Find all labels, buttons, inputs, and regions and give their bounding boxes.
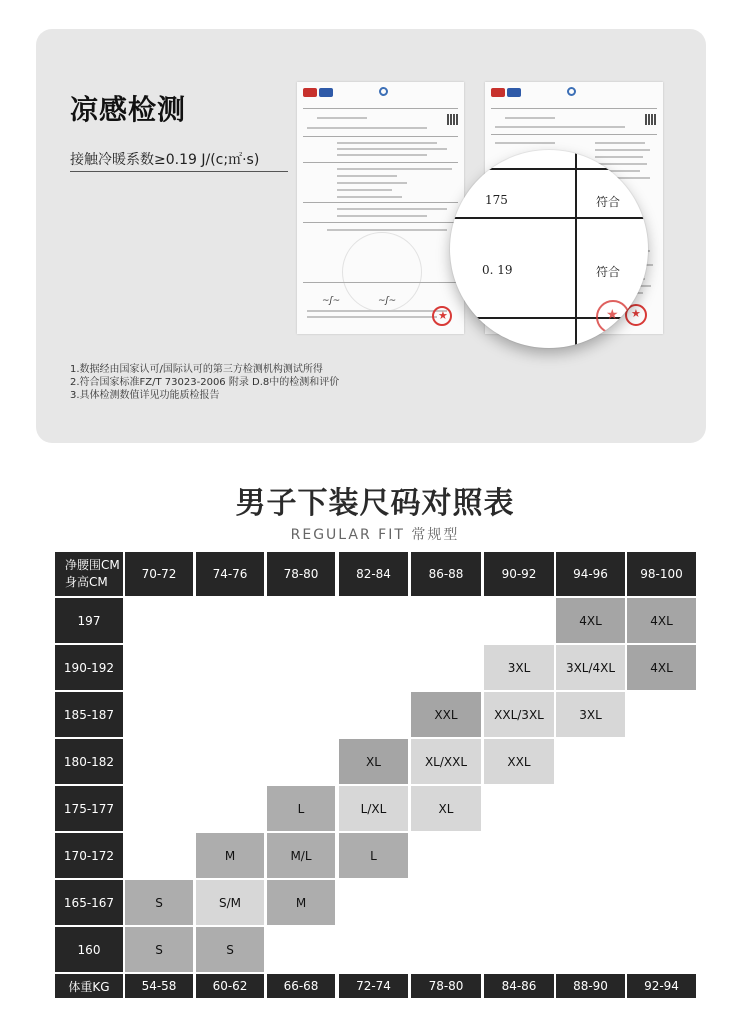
note-item: 1.数据经由国家认可/国际认可的第三方检测机构测试所得 bbox=[70, 364, 323, 375]
note-item: 2.符合国家标准FZ/T 73023-2006 附录 D.8中的检测和评价 bbox=[70, 377, 340, 388]
height-header-cell: 197 bbox=[55, 598, 123, 643]
magnified-result-lens bbox=[450, 150, 648, 348]
weight-axis-label: 体重KG bbox=[55, 974, 123, 998]
report-header bbox=[303, 88, 458, 104]
height-header-cell: 190-192 bbox=[55, 645, 123, 690]
weight-footer-cell: 88-90 bbox=[556, 974, 625, 998]
size-cell: 4XL bbox=[556, 598, 625, 643]
qr-code-icon bbox=[645, 114, 656, 125]
size-chart-corner-header bbox=[55, 552, 123, 596]
height-header-cell: 165-167 bbox=[55, 880, 123, 925]
height-header-cell: 160 bbox=[55, 927, 123, 972]
size-cell: L bbox=[339, 833, 408, 878]
magnified-value-2: 0. 19 bbox=[482, 263, 513, 277]
size-cell: M/L bbox=[267, 833, 335, 878]
uts-logo-icon bbox=[379, 87, 388, 96]
waist-header-cell: 86-88 bbox=[411, 552, 481, 596]
size-cell: XXL bbox=[411, 692, 481, 737]
size-cell: 4XL bbox=[627, 645, 696, 690]
magnified-value-1: 175 bbox=[485, 193, 508, 207]
red-seal-icon bbox=[432, 306, 452, 326]
size-cell: M bbox=[196, 833, 264, 878]
weight-footer-cell: 66-68 bbox=[267, 974, 335, 998]
spec-underline bbox=[70, 171, 288, 172]
uts-logo-icon bbox=[567, 87, 576, 96]
waist-header-cell: 82-84 bbox=[339, 552, 408, 596]
waist-header-cell: 74-76 bbox=[196, 552, 264, 596]
qr-code-icon bbox=[447, 114, 458, 125]
height-axis-label: 身高CM bbox=[65, 575, 108, 589]
weight-footer-cell: 54-58 bbox=[125, 974, 193, 998]
size-cell: XXL bbox=[484, 739, 554, 784]
signature-mark: ~ʃ~ bbox=[322, 296, 341, 306]
waist-header-cell: 78-80 bbox=[267, 552, 335, 596]
weight-footer-cell: 78-80 bbox=[411, 974, 481, 998]
size-cell: L bbox=[267, 786, 335, 831]
waist-header-cell: 90-92 bbox=[484, 552, 554, 596]
size-cell: XXL/3XL bbox=[484, 692, 554, 737]
waist-axis-label: 净腰围CM bbox=[65, 558, 120, 572]
contact-cooling-spec: 接触冷暖系数≥0.19 J/(c;㎡·s) bbox=[70, 152, 260, 168]
test-notes bbox=[70, 363, 339, 402]
weight-footer-cell: 92-94 bbox=[627, 974, 696, 998]
waist-header-cell: 94-96 bbox=[556, 552, 625, 596]
magnified-result-2: 符合 bbox=[596, 265, 621, 279]
red-seal-icon bbox=[596, 300, 630, 334]
size-cell: XL/XXL bbox=[411, 739, 481, 784]
size-cell: 3XL/4XL bbox=[556, 645, 625, 690]
waist-header-cell: 98-100 bbox=[627, 552, 696, 596]
signature-mark: ~ʃ~ bbox=[378, 296, 397, 306]
size-cell: L/XL bbox=[339, 786, 408, 831]
weight-footer-cell: 60-62 bbox=[196, 974, 264, 998]
height-header-cell: 170-172 bbox=[55, 833, 123, 878]
cma-logo-icon bbox=[491, 88, 505, 97]
size-cell: 3XL bbox=[556, 692, 625, 737]
size-cell: XL bbox=[339, 739, 408, 784]
size-cell: S bbox=[125, 880, 193, 925]
report-header bbox=[491, 88, 657, 104]
waist-header-cell: 70-72 bbox=[125, 552, 193, 596]
size-cell: 3XL bbox=[484, 645, 554, 690]
magnified-result-1: 符合 bbox=[596, 195, 621, 209]
height-header-cell: 180-182 bbox=[55, 739, 123, 784]
cnas-logo-icon bbox=[319, 88, 333, 97]
size-cell: S bbox=[125, 927, 193, 972]
size-cell: 4XL bbox=[627, 598, 696, 643]
cnas-logo-icon bbox=[507, 88, 521, 97]
cma-logo-icon bbox=[303, 88, 317, 97]
size-cell: S bbox=[196, 927, 264, 972]
size-cell: XL bbox=[411, 786, 481, 831]
note-item: 3.具体检测数值详见功能质检报告 bbox=[70, 390, 220, 401]
weight-footer-cell: 72-74 bbox=[339, 974, 408, 998]
size-chart-subtitle: REGULAR FIT 常规型 bbox=[290, 527, 460, 543]
size-cell: S/M bbox=[196, 880, 264, 925]
weight-footer-cell: 84-86 bbox=[484, 974, 554, 998]
size-cell: M bbox=[267, 880, 335, 925]
height-header-cell: 175-177 bbox=[55, 786, 123, 831]
size-chart-title: 男子下装尺码对照表 bbox=[235, 486, 515, 521]
cooling-test-title: 凉感检测 bbox=[70, 93, 187, 126]
height-header-cell: 185-187 bbox=[55, 692, 123, 737]
